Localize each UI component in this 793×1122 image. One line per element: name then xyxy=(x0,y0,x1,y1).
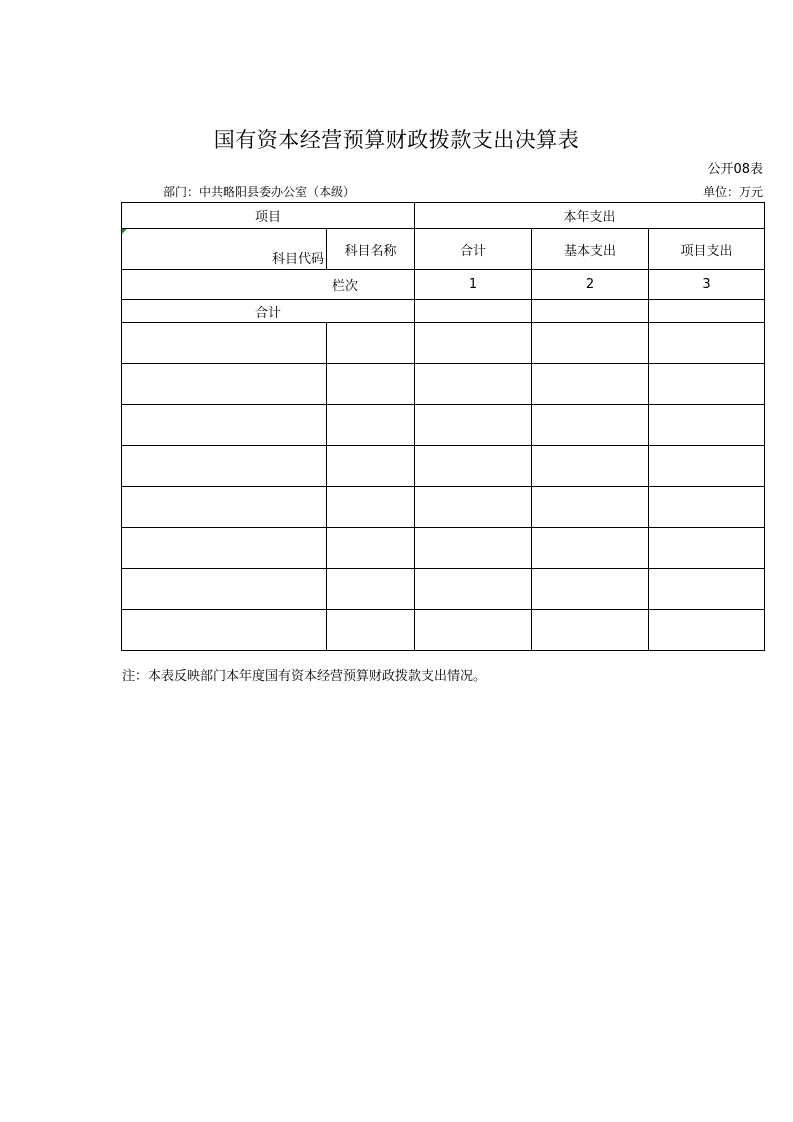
table-cell xyxy=(415,569,532,610)
total-row xyxy=(122,300,765,323)
table-cell xyxy=(122,487,327,528)
footnote: 注：本表反映部门本年度国有资本经营预算财政拨款支出情况。 xyxy=(122,669,487,684)
table-cell xyxy=(532,323,649,364)
table-row xyxy=(122,610,765,651)
total-row-label: 合计 xyxy=(122,300,415,323)
index-1: 1 xyxy=(415,270,532,300)
total-header: 合计 xyxy=(415,229,532,270)
table-cell xyxy=(415,610,532,651)
cell-comment-marker xyxy=(122,229,127,234)
index-3: 3 xyxy=(649,270,765,300)
table-row xyxy=(122,364,765,405)
table-cell xyxy=(415,528,532,569)
table-cell xyxy=(122,405,327,446)
index-2: 2 xyxy=(532,270,649,300)
table-cell xyxy=(327,364,415,405)
table-cell xyxy=(122,569,327,610)
table-cell xyxy=(327,610,415,651)
table-cell xyxy=(649,364,765,405)
header-expense-cell: 本年支出 xyxy=(415,203,765,229)
table-cell xyxy=(327,323,415,364)
table-cell xyxy=(415,323,532,364)
table-cell xyxy=(649,610,765,651)
table-row xyxy=(122,446,765,487)
header-item-cell: 项目 xyxy=(122,203,415,229)
table-cell xyxy=(532,405,649,446)
table-cell xyxy=(415,487,532,528)
subject-code-label: 科目代码 xyxy=(271,252,324,267)
table-cell xyxy=(649,405,765,446)
table-row xyxy=(122,569,765,610)
table-row xyxy=(122,528,765,569)
table-row xyxy=(122,405,765,446)
table-row xyxy=(122,323,765,364)
index-row xyxy=(122,270,765,300)
table-cell xyxy=(532,610,649,651)
table-cell xyxy=(649,569,765,610)
table-cell xyxy=(649,528,765,569)
table-cell xyxy=(532,528,649,569)
table-row xyxy=(122,487,765,528)
total-row-sum xyxy=(415,300,532,323)
table-cell xyxy=(327,569,415,610)
total-row-project xyxy=(649,300,765,323)
basic-expense-header: 基本支出 xyxy=(532,229,649,270)
table-cell xyxy=(415,364,532,405)
index-label: 栏次 xyxy=(122,270,415,300)
subject-code-header xyxy=(122,229,327,270)
table-cell xyxy=(122,446,327,487)
table-cell xyxy=(415,446,532,487)
form-number: 公开08表 xyxy=(707,162,763,177)
table-cell xyxy=(122,364,327,405)
table-cell xyxy=(532,487,649,528)
table-header-row xyxy=(122,203,765,229)
table-cell xyxy=(327,487,415,528)
table-cell xyxy=(327,528,415,569)
page-title: 国有资本经营预算财政拨款支出决算表 xyxy=(213,128,580,152)
table-cell xyxy=(122,528,327,569)
project-expense-header: 项目支出 xyxy=(649,229,765,270)
table-cell xyxy=(649,323,765,364)
table-cell xyxy=(327,405,415,446)
department-label: 部门：中共略阳县委办公室（本级） xyxy=(163,185,356,199)
subject-name-header: 科目名称 xyxy=(327,229,415,270)
unit-label: 单位：万元 xyxy=(702,185,763,199)
table-cell xyxy=(327,446,415,487)
table-cell xyxy=(415,405,532,446)
budget-table xyxy=(121,202,765,651)
table-subheader-row xyxy=(122,229,765,270)
table-cell xyxy=(122,323,327,364)
table-cell xyxy=(532,446,649,487)
total-row-basic xyxy=(532,300,649,323)
table-cell xyxy=(649,446,765,487)
table-cell xyxy=(532,364,649,405)
table-cell xyxy=(532,569,649,610)
table-cell xyxy=(649,487,765,528)
table-cell xyxy=(122,610,327,651)
